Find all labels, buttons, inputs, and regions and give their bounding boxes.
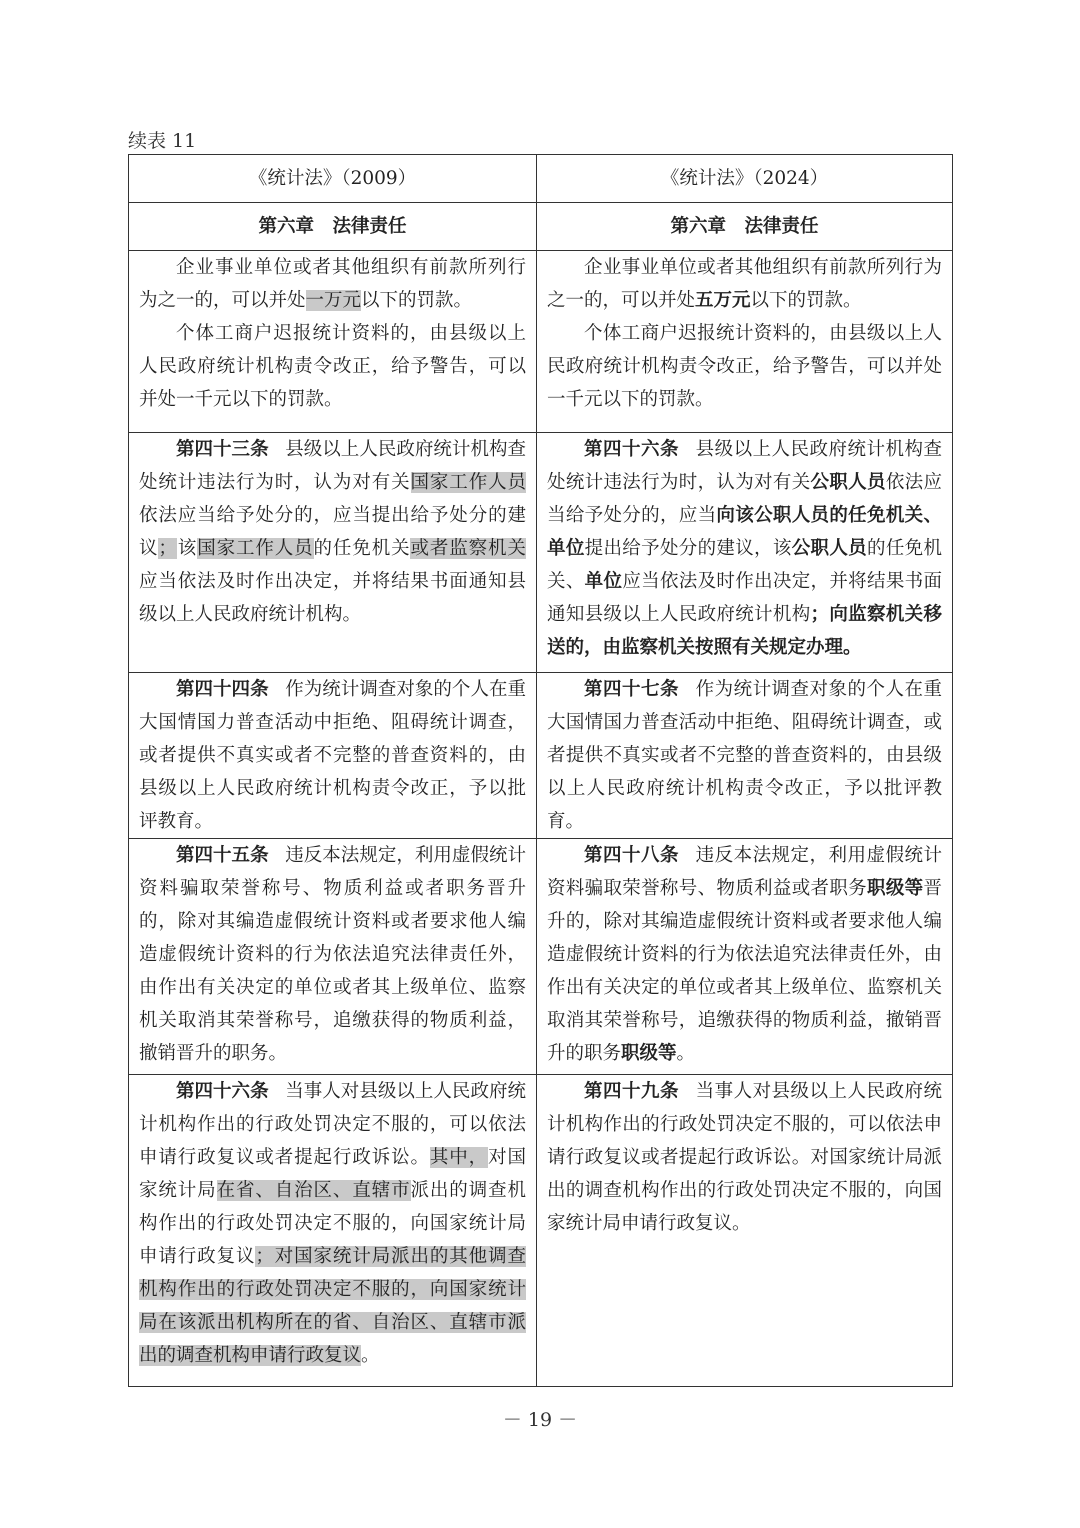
text-run: 企业事业单位或者其他组织有前款所列行为之一的，可以并处 [547, 257, 942, 311]
paragraph [139, 839, 526, 1070]
text-run: 的任免机关、 [547, 538, 942, 592]
text-run: 企业事业单位或者其他组织有前款所列行为之一的，可以并处 [139, 257, 526, 311]
text-run: 以下的罚款。 [750, 290, 862, 311]
cell-2024 [537, 1075, 953, 1387]
highlighted-text: 一万元 [305, 290, 362, 311]
chapter-row [129, 203, 953, 251]
text-run: 应当依法及时作出决定，并将结果书面通知县级以上人民政府统计机构 [547, 571, 942, 625]
paragraph [547, 317, 942, 416]
paragraph [547, 433, 942, 664]
table-header-row [129, 155, 953, 203]
cell-2009 [129, 251, 537, 433]
text-run: 。 [361, 1345, 380, 1366]
paragraph [547, 1075, 942, 1240]
highlighted-text: ； [158, 538, 177, 559]
cell-2024 [537, 433, 953, 673]
article-number: 第四十八条 [584, 845, 679, 866]
amended-text: 公职人员 [810, 472, 886, 493]
text-run: 的任免机关 [313, 538, 411, 559]
paragraph [547, 673, 942, 838]
article-number: 第四十六条 [176, 1081, 269, 1102]
text-run: 提出给予处分的建议，该 [584, 538, 792, 559]
text-run: 县级以上人民政府统计机构查处统计违法行为时，认为对有关 [139, 439, 526, 493]
text-run: 违反本法规定，利用虚假统计资料骗取荣誉称号、物质利益或者职务晋升的，除对其编造虚假统计资料或者要求他人编造虚假统计资料的行为依法追究法律责任外，由作出有关决定的单位或者其上级单位、监察机关取消其荣誉称号，追缴获得的物质利益，撤销晋升的职务。 [139, 845, 526, 1064]
text-run: 作为统计调查对象的个人在重大国情国力普查活动中拒绝、阻碍统计调查，或者提供不真实或者不完整的普查资料的，由县级以上人民政府统计机构责令改正，予以批评教育。 [547, 679, 942, 832]
chapter-2009: 第六章 法律责任 [129, 203, 537, 251]
chapter-2024: 第六章 法律责任 [537, 203, 953, 251]
highlighted-text: 其中， [429, 1147, 489, 1168]
paragraph [547, 839, 942, 1070]
article-number: 第四十三条 [176, 439, 269, 460]
cell-2009 [129, 839, 537, 1075]
header-2024: 《统计法》（2024） [537, 155, 953, 203]
paragraph [139, 1075, 526, 1372]
cell-2024 [537, 673, 953, 839]
table-row [129, 839, 953, 1075]
amended-text: 五万元 [695, 290, 751, 311]
table-row [129, 251, 953, 433]
highlighted-text: 国家工作人员 [410, 472, 526, 493]
page-number: － 19 － [502, 1409, 578, 1431]
table-row [129, 433, 953, 673]
cell-2024 [537, 251, 953, 433]
text-run: 违反本法规定，利用虚假统计资料骗取荣誉称号、物质利益或者职务 [547, 845, 942, 899]
text-run: 晋升的，除对其编造虚假统计资料或者要求他人编造虚假统计资料的行为依法追究法律责任外，由作出有关决定的单位或者其上级单位、监察机关取消其荣誉称号，追缴获得的物质利益，撤销晋升的职务 [547, 878, 942, 1064]
paragraph [139, 433, 526, 631]
table-caption: 续表 11 [128, 130, 197, 152]
text-run: 应当依法及时作出决定，并将结果书面通知县级以上人民政府统计机构。 [139, 571, 526, 625]
highlighted-text: ；对国家统计局派出的其他调查机构作出的行政处罚决定不服的，向国家统计局在该派出机构所在的省、自治区、直辖市派出的调查机构申请行政复议 [139, 1246, 526, 1366]
cell-2009 [129, 433, 537, 673]
text-run: 县级以上人民政府统计机构查处统计违法行为时，认为对有关 [547, 439, 942, 493]
article-number: 第四十六条 [584, 439, 679, 460]
text-run: 个体工商户迟报统计资料的，由县级以上人民政府统计机构责令改正，给予警告，可以并处一千元以下的罚款。 [139, 323, 526, 410]
table-row [129, 673, 953, 839]
text-run: 依法应当给予处分的，应当提出给予处分的建议 [139, 505, 526, 559]
article-number: 第四十七条 [584, 679, 679, 700]
paragraph [139, 317, 526, 416]
text-run: 依法应当给予处分的，应当 [547, 472, 942, 526]
text-run: 当事人对县级以上人民政府统计机构作出的行政处罚决定不服的，可以依法申请行政复议或者提起行政诉讼。 [139, 1081, 526, 1168]
amended-text: 职级等 [867, 878, 924, 899]
text-run: 。 [676, 1043, 696, 1064]
amended-text: 向该公职人员的任免机关、单位 [547, 505, 942, 559]
table-row [129, 1075, 953, 1387]
paragraph [139, 673, 526, 838]
highlighted-text: 或者监察机关 [410, 538, 526, 559]
amended-text: 职级等 [621, 1043, 677, 1064]
text-run: 对国家统计局 [139, 1147, 526, 1201]
highlighted-text: 国家工作人员 [197, 538, 314, 559]
text-run: 个体工商户迟报统计资料的，由县级以上人民政府统计机构责令改正，给予警告，可以并处一千元以下的罚款。 [547, 323, 942, 410]
article-number: 第四十九条 [584, 1081, 679, 1102]
article-number: 第四十五条 [176, 845, 269, 866]
amended-text: 公职人员 [791, 538, 867, 559]
paragraph [139, 251, 526, 317]
amended-text: 单位 [584, 571, 623, 592]
text-run: 派出的调查机构作出的行政处罚决定不服的，向国家统计局申请行政复议 [139, 1180, 526, 1267]
paragraph [547, 251, 942, 317]
highlighted-text: 在省、自治区、直辖市 [216, 1180, 411, 1201]
header-2009: 《统计法》（2009） [129, 155, 537, 203]
cell-2024 [537, 839, 953, 1075]
cell-2009 [129, 1075, 537, 1387]
article-number: 第四十四条 [176, 679, 269, 700]
comparison-table [128, 154, 953, 1387]
text-run: 当事人对县级以上人民政府统计机构作出的行政处罚决定不服的，可以依法申请行政复议或者提起行政诉讼。对国家统计局派出的调查机构作出的行政处罚决定不服的，向国家统计局申请行政复议。 [547, 1081, 942, 1234]
text-run: 该 [176, 538, 198, 559]
cell-2009 [129, 673, 537, 839]
text-run: 作为统计调查对象的个人在重大国情国力普查活动中拒绝、阻碍统计调查，或者提供不真实或者不完整的普查资料的，由县级以上人民政府统计机构责令改正，予以批评教育。 [139, 679, 526, 832]
text-run: 以下的罚款。 [361, 290, 473, 311]
amended-text: ；向监察机关移送的，由监察机关按照有关规定办理。 [547, 604, 942, 658]
